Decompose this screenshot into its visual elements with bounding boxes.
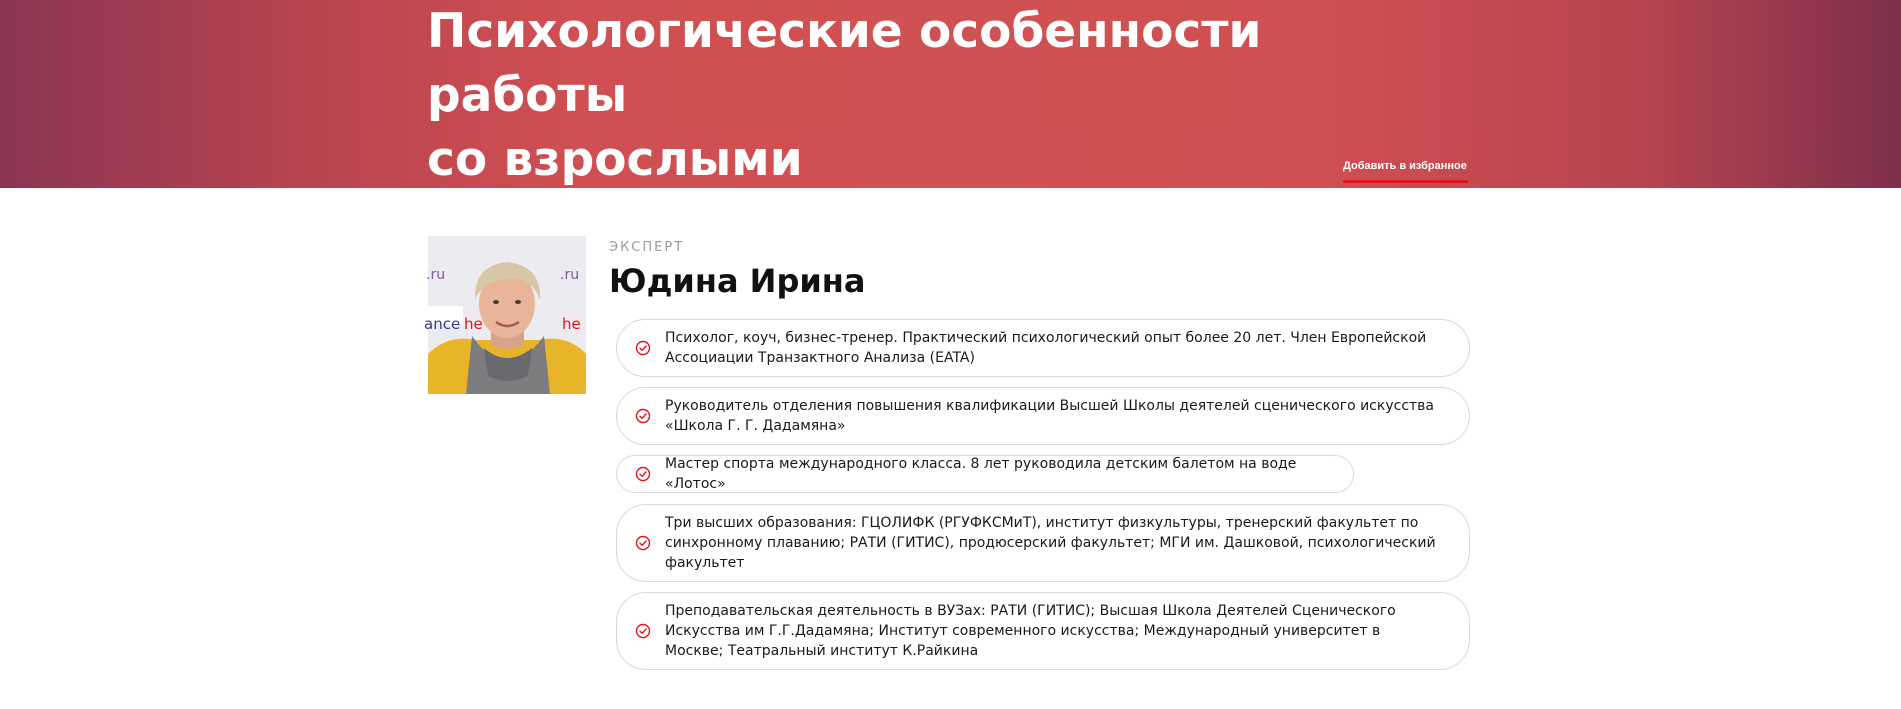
svg-text:.ru: .ru [426, 267, 446, 283]
expert-fact-item [616, 504, 1470, 582]
expert-fact-item [616, 319, 1470, 377]
expert-fact-item [616, 592, 1470, 670]
add-to-favorites-underline [1343, 180, 1468, 183]
page-title-line-1: Психологические особенности работы [427, 4, 1262, 123]
page-title [427, 0, 1477, 192]
svg-text:.ru: .ru [560, 267, 580, 283]
svg-text:ance: ance [424, 315, 461, 333]
check-circle-icon [635, 623, 651, 639]
expert-fact-item [616, 387, 1470, 445]
expert-avatar [424, 236, 586, 394]
expert-photo [424, 236, 586, 394]
check-circle-icon [635, 535, 651, 551]
check-circle-icon [635, 340, 651, 356]
expert-fact-text: Руководитель отделения повышения квалификации Высшей Школы деятелей сценического искусства «Школа Г. Г. Дадамяна» [665, 398, 1434, 434]
check-circle-icon [635, 408, 651, 424]
svg-text:he: he [562, 315, 581, 333]
page-title-line-2: со взрослыми [427, 132, 803, 187]
add-to-favorites-link[interactable]: Добавить в избранное [1343, 160, 1467, 172]
expert-fact-text: Преподавательская деятельность в ВУЗах: РАТИ (ГИТИС); Высшая Школа Деятелей Сценического Искусства им Г.Г.Дадамяна; Институт современного искусства; Международный университет в Москве; Театральный институт К.Райкина [665, 603, 1396, 659]
expert-fact-text: Три высших образования: ГЦОЛИФК (РГУФКСМиТ), институт физкультуры, тренерский факультет по синхронному плаванию; РАТИ (ГИТИС), продюсерский факультет; МГИ им. Дашковой, психологический факультет [665, 515, 1436, 571]
expert-fact-text: Психолог, коуч, бизнес-тренер. Практический психологический опыт более 20 лет. Член Европейской Ассоциации Транзактного Анализа (EATA) [665, 330, 1427, 366]
expert-section-label: ЭКСПЕРТ [609, 240, 685, 255]
check-circle-icon [635, 466, 651, 482]
expert-fact-text: Мастер спорта международного класса. 8 лет руководила детским балетом на воде «Лотос» [665, 456, 1297, 492]
expert-name: Юдина Ирина [609, 262, 866, 300]
expert-fact-item [616, 455, 1354, 493]
hero-banner [0, 0, 1901, 188]
svg-text:he: he [464, 315, 483, 333]
